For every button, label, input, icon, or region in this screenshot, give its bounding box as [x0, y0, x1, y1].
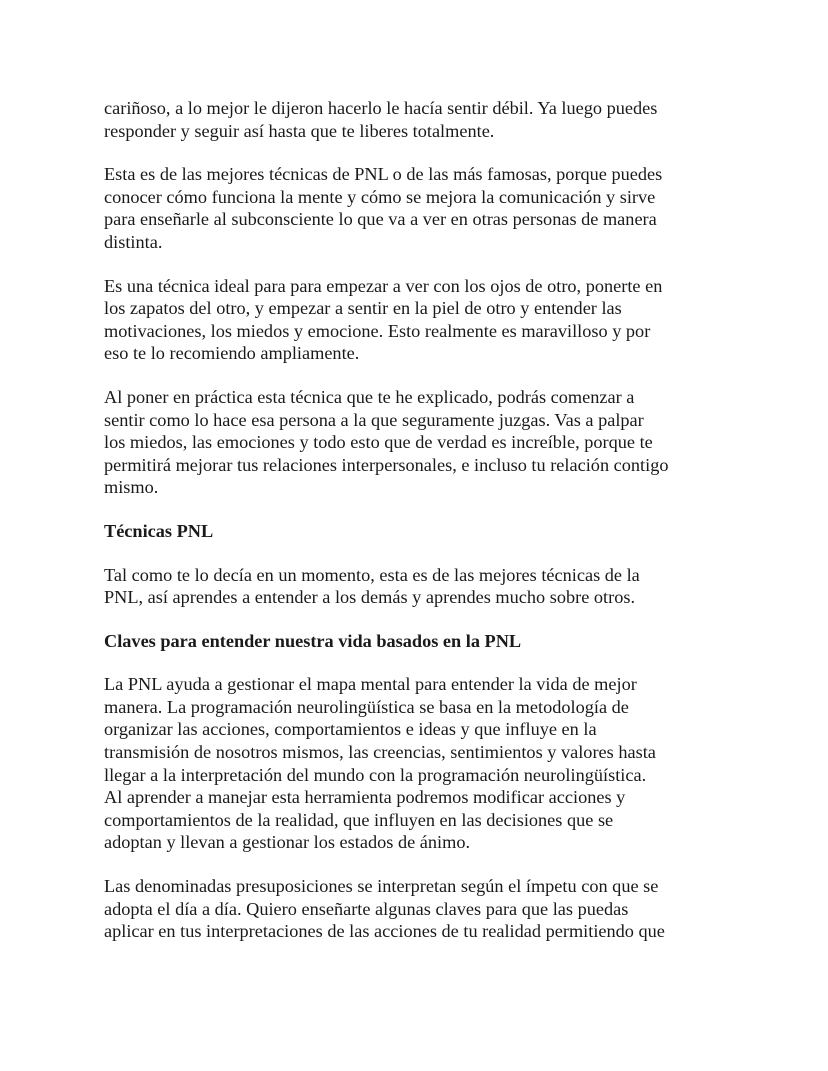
text-line: aplicar en tus interpretaciones de las acciones de tu realidad permitiendo que [104, 921, 665, 942]
text-line: manera. La programación neurolingüística se basa en la metodología de [104, 696, 629, 717]
text-line: cariñoso, a lo mejor le dijeron hacerlo le hacía sentir débil. Ya luego puedes [104, 98, 658, 118]
paragraph-3 [104, 275, 734, 365]
text-line: llegar a la interpretación del mundo con la programación neurolingüística. [104, 764, 647, 785]
section-heading-claves [104, 630, 734, 653]
text-line: conocer cómo funciona la mente y cómo se mejora la comunicación y sirve [104, 186, 656, 207]
heading-text: Técnicas PNL [104, 520, 214, 541]
text-line: para enseñarle al subconsciente lo que va a ver en otras personas de manera [104, 209, 657, 230]
text-line: transmisión de nosotros mismos, las creencias, sentimientos y valores hasta [104, 742, 656, 763]
text-line: permitirá mejorar tus relaciones interpersonales, e incluso tu relación contigo [104, 454, 669, 475]
paragraph-7 [104, 875, 734, 943]
text-line: comportamientos de la realidad, que influyen en las decisiones que se [104, 809, 614, 830]
text-line: distinta. [104, 231, 163, 252]
paragraph-5 [104, 564, 734, 609]
text-line: adoptan y llevan a gestionar los estados de ánimo. [104, 832, 471, 853]
text-line: los miedos, las emociones y todo esto que de verdad es increíble, porque te [104, 432, 653, 453]
text-line: mismo. [104, 477, 159, 498]
text-line: Las denominadas presuposiciones se interpretan según el ímpetu con que se [104, 876, 659, 897]
paragraph-1 [104, 97, 734, 142]
text-line: adopta el día a día. Quiero enseñarte algunas claves para que las puedas [104, 898, 629, 919]
paragraph-6 [104, 673, 734, 854]
text-line: Esta es de las mejores técnicas de PNL o de las más famosas, porque puedes [104, 164, 663, 185]
text-line: sentir como lo hace esa persona a la que seguramente juzgas. Vas a palpar [104, 409, 644, 430]
document-page [104, 97, 734, 964]
text-line: responder y seguir así hasta que te liberes totalmente. [104, 120, 495, 141]
text-line: organizar las acciones, comportamientos e ideas y que influye en la [104, 719, 597, 740]
text-line: La PNL ayuda a gestionar el mapa mental para entender la vida de mejor [104, 674, 637, 695]
heading-text: Claves para entender nuestra vida basados en la PNL [104, 630, 522, 651]
text-line: los zapatos del otro, y empezar a sentir en la piel de otro y entender las [104, 298, 622, 319]
text-line: Es una técnica ideal para para empezar a ver con los ojos de otro, ponerte en [104, 275, 663, 296]
text-line: eso te lo recomiendo ampliamente. [104, 343, 360, 364]
paragraph-4 [104, 386, 734, 499]
text-line: Al poner en práctica esta técnica que te he explicado, podrás comenzar a [104, 386, 635, 407]
text-line: motivaciones, los miedos y emocione. Esto realmente es maravilloso y por [104, 320, 651, 341]
text-line: Al aprender a manejar esta herramienta podremos modificar acciones y [104, 787, 626, 808]
section-heading-tecnicas-pnl [104, 520, 734, 543]
text-line: PNL, así aprendes a entender a los demás y aprendes mucho sobre otros. [104, 587, 636, 608]
paragraph-2 [104, 163, 734, 253]
text-line: Tal como te lo decía en un momento, esta es de las mejores técnicas de la [104, 564, 640, 585]
